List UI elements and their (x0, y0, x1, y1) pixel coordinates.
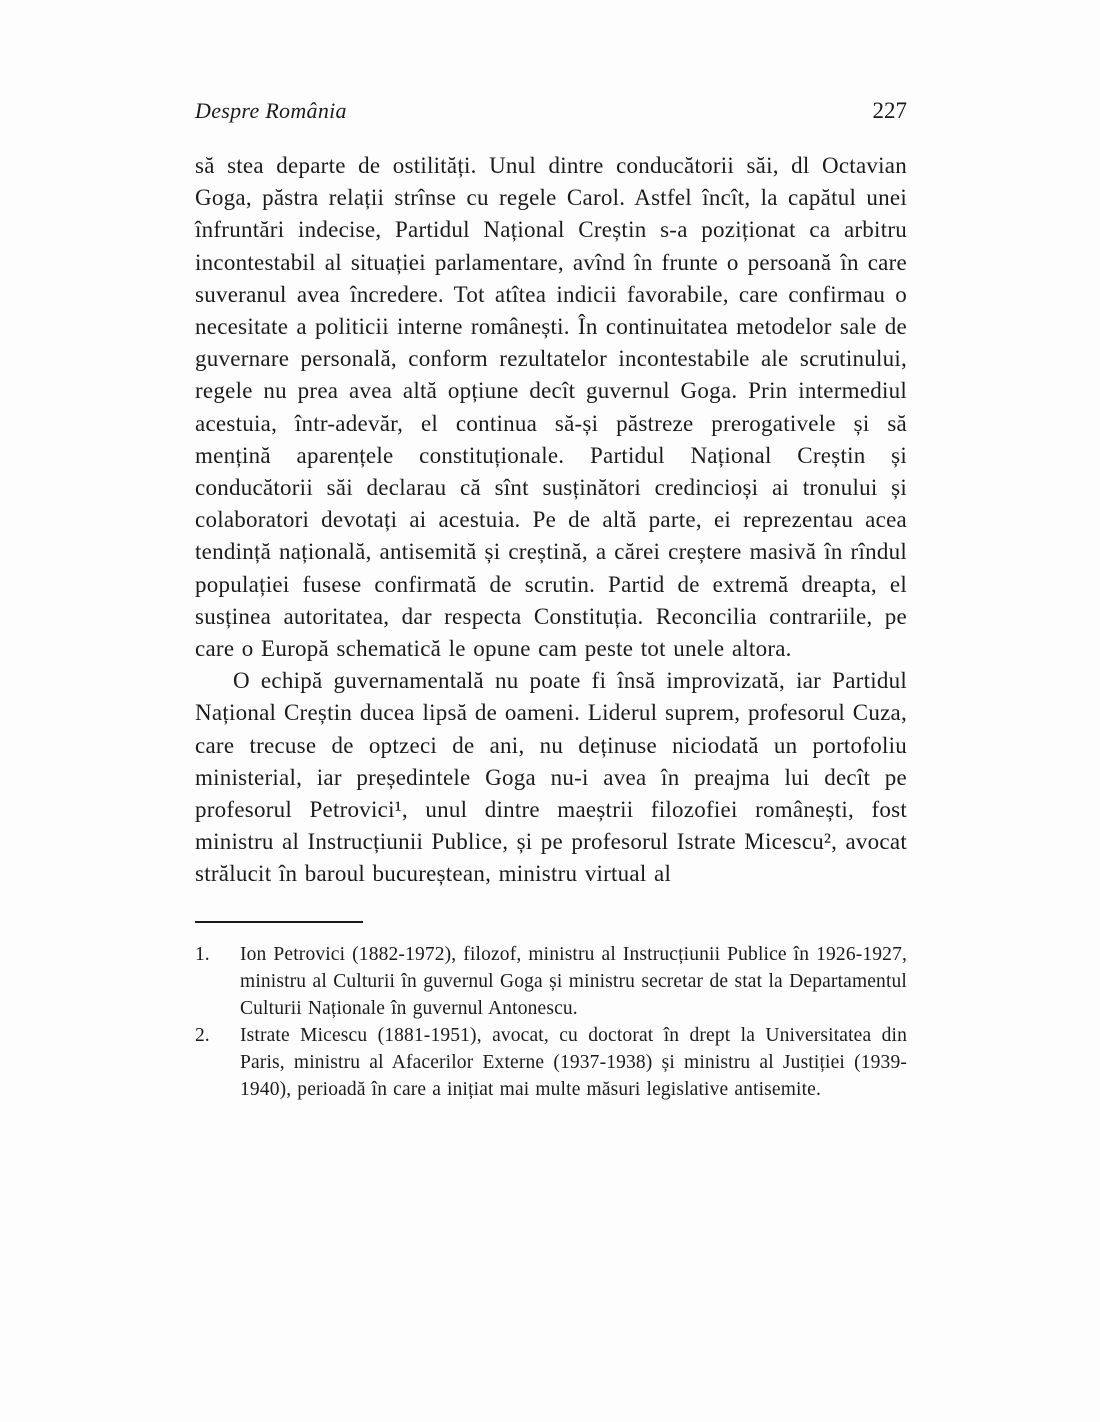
page-content (195, 98, 907, 1103)
footnote-number: 2. (195, 1024, 210, 1046)
footnote-text: Istrate Micescu (1881-1951), avocat, cu doctorat în drept la Universitatea din Paris, ministru al Afacerilor Externe (1937-1938) și ministru al Justiției (1939-1940), perioadă în care a inițiat mai multe măsuri legislative antisemite. (240, 1024, 907, 1100)
page-number: 227 (872, 98, 907, 123)
paragraph: O echipă guvernamentală nu poate fi însă improvizată, iar Partidul Național Creștin ducea lipsă de oameni. Liderul suprem, profesorul Cuza, care trecuse de optzeci de ani, nu deținuse niciodată un portofoliu ministerial, iar președintele Goga nu-i avea în preajma lui decît pe profesorul Petrovici¹, unul dintre maeștrii filozofiei românești, fost ministru al Instrucțiunii Publice, și pe profesorul Istrate Micescu², avocat strălucit în baroul bucureștean, ministru virtual al (195, 668, 907, 887)
running-title: Despre România (195, 98, 347, 123)
paragraph: să stea departe de ostilități. Unul dintre conducătorii săi, dl Octavian Goga, păstra relații strînse cu regele Carol. Astfel încît, la capătul unei înfruntări indecise, Partidul Național Creștin s-a poziționat ca arbitru incontestabil al situației parlamentare, avînd în frunte o persoană în care suveranul avea încredere. Tot atîtea indicii favorabile, care confirmau o necesitate a politicii interne românești. În continuitatea metodelor sale de guvernare personală, conform rezultatelor incontestabile ale scrutinului, regele nu prea avea altă opțiune decît guvernul Goga. Prin intermediul acestuia, într-adevăr, el continua să-și păstreze prerogativele și să mențină aparențele constituționale. Partidul Național Creștin și conducătorii săi declarau că sînt susținători credincioși ai tronului și colaboratori devotați ai acestuia. Pe de altă parte, ei reprezentau acea tendință națională, antisemită și creștină, a cărei creștere masivă în rîndul populației fusese confirmată de scrutin. Partid de extremă dreapta, el susținea autoritatea, dar respecta Constituția. Reconcilia contrariile, pe care o Europă schematică le opune cam peste tot unele altora. (195, 153, 907, 662)
footnote-number: 1. (195, 943, 210, 965)
footnote (195, 1022, 907, 1103)
footnote-separator (195, 921, 363, 923)
footnote (195, 941, 907, 1022)
page-header (195, 98, 907, 124)
body-text (195, 150, 907, 891)
footnotes (195, 941, 907, 1103)
footnote-text: Ion Petrovici (1882-1972), filozof, ministru al Instrucțiunii Publice în 1926-1927, ministru al Culturii în guvernul Goga și ministru secretar de stat la Departamentul Culturii Naționale în guvernul Antonescu. (240, 943, 907, 1019)
